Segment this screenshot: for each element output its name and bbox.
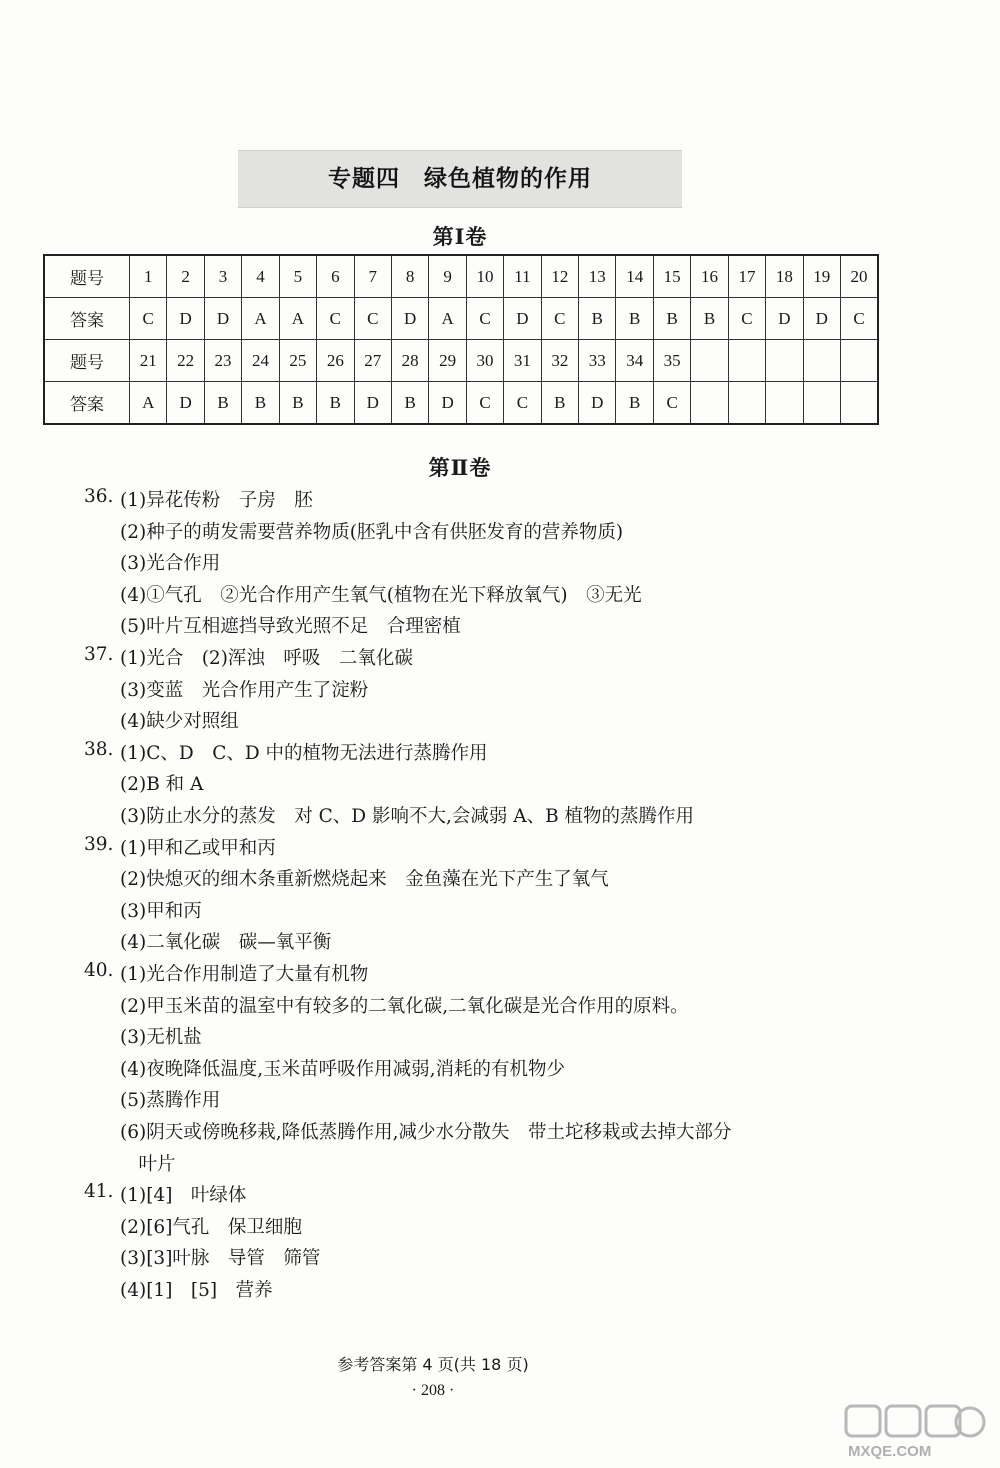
section-2-title: 第Ⅱ卷 [428,455,492,480]
answer-line: (2)种子的萌发需要营养物质(胚乳中含有供胚发育的营养物质) [120,521,624,543]
table-cell: C [728,298,765,340]
table-cell: B [317,382,354,425]
table-cell: B [579,298,616,340]
table-cell: 34 [616,340,653,382]
table-cell: 21 [130,340,167,382]
table-cell: C [130,298,167,340]
table-cell: 14 [616,255,653,298]
table-cell: D [204,298,241,340]
table-cell: B [691,298,728,340]
row-header: 题号 [44,340,130,382]
answer-row [44,298,878,340]
answer-line: (3)[3]叶脉 导管 筛管 [120,1248,321,1270]
answer-line: 叶片 [120,1153,176,1175]
table-cell: 31 [504,340,541,382]
table-cell: D [354,382,391,425]
table-cell: C [466,382,503,425]
table-cell: 26 [317,340,354,382]
answer-line: (1)光合 (2)浑浊 呼吸 二氧化碳 [120,648,413,669]
table-cell: 9 [429,255,466,298]
table-cell: C [653,382,690,425]
table-cell: B [391,382,428,425]
answer-line: (2)B 和 A [120,774,204,796]
table-cell: 20 [841,255,878,298]
topic-title: 专题四 绿色植物的作用 [328,166,592,192]
answer-line: (1)C、D C、D 中的植物无法进行蒸腾作用 [120,742,488,764]
table-cell: 2 [167,255,204,298]
table-cell [841,382,878,425]
table-cell: 1 [130,255,167,298]
table-cell: D [504,298,541,340]
section-1-title: 第Ⅰ卷 [432,224,488,249]
question-number: 41. [84,1181,114,1203]
page-number: · 208 · [411,1382,455,1399]
answer-line: (1)光合作用制造了大量有机物 [120,964,369,985]
answer-line: (5)蒸腾作用 [120,1090,221,1112]
watermark-logo [840,1402,990,1462]
table-cell: 30 [466,340,503,382]
table-cell: D [766,298,803,340]
table-cell: 33 [579,340,616,382]
table-cell: B [653,298,690,340]
table-cell: 13 [579,255,616,298]
table-cell: A [279,298,316,340]
table-cell: A [429,298,466,340]
table-cell: B [616,298,653,340]
table-cell: C [317,298,354,340]
table-cell [766,340,803,382]
answer-line: (3)防止水分的蒸发 对 C、D 影响不大,会减弱 A、B 植物的蒸腾作用 [120,806,695,827]
answer-line: (2)甲玉米苗的温室中有较多的二氧化碳,二氧化碳是光合作用的原料。 [120,995,689,1017]
answer-line: (4)①气孔 ②光合作用产生氧气(植物在光下释放氧气) ③无光 [120,584,642,606]
table-cell: A [130,382,167,425]
table-cell: 22 [167,340,204,382]
answer-line: (2)快熄灭的细木条重新燃烧起来 金鱼藻在光下产生了氧气 [120,869,609,891]
table-cell: B [541,382,578,425]
answer-line: (5)叶片互相遮挡导致光照不足 合理密植 [120,616,461,638]
answer-table [43,254,879,425]
answer-line: (2)[6]气孔 保卫细胞 [120,1216,302,1238]
table-cell [728,340,765,382]
table-cell: 3 [204,255,241,298]
table-cell: 10 [466,255,503,298]
footer-reference: 参考答案第 4 页(共 18 页) [337,1355,529,1374]
answer-line: (3)变蓝 光合作用产生了淀粉 [120,679,369,701]
table-cell: 27 [354,340,391,382]
table-cell: D [579,382,616,425]
answer-line: (1)[4] 叶绿体 [120,1185,247,1207]
table-cell: 18 [766,255,803,298]
table-cell: D [429,382,466,425]
row-header: 题号 [44,255,130,298]
table-cell: 7 [354,255,391,298]
answer-row [44,382,878,425]
answer-line: (3)光合作用 [120,553,221,575]
question-number: 36. [84,486,114,507]
table-cell [803,340,840,382]
table-cell: C [466,298,503,340]
table-cell: 24 [242,340,279,382]
answer-line: (1)甲和乙或甲和丙 [120,837,276,859]
answer-line: (4)[1] [5] 营养 [120,1280,273,1301]
svg-text:MXQE.COM: MXQE.COM [848,1443,932,1460]
answer-line: (3)无机盐 [120,1027,202,1049]
table-cell: 15 [653,255,690,298]
question-number-row [44,340,878,382]
answer-line: (6)阴天或傍晚移栽,降低蒸腾作用,减少水分散失 带土坨移栽或去掉大部分 [120,1122,732,1143]
table-cell: 32 [541,340,578,382]
table-cell [728,382,765,425]
question-number: 40. [84,960,114,981]
table-cell: D [803,298,840,340]
table-cell [841,340,878,382]
table-cell: 35 [653,340,690,382]
table-cell: 28 [391,340,428,382]
table-cell: 12 [541,255,578,298]
table-cell: B [242,382,279,425]
table-cell: B [204,382,241,425]
table-cell [766,382,803,425]
row-header: 答案 [44,298,130,340]
question-number: 38. [84,738,114,760]
question-number: 37. [84,644,114,665]
answer-line: (4)缺少对照组 [120,711,239,733]
answer-line: (4)二氧化碳 碳—氧平衡 [120,932,332,954]
table-cell: D [167,298,204,340]
question-number-row [44,255,878,298]
table-cell: A [242,298,279,340]
table-cell: D [167,382,204,425]
table-cell: 5 [279,255,316,298]
question-number: 39. [84,833,114,855]
table-cell [803,382,840,425]
table-cell: 23 [204,340,241,382]
table-cell: D [391,298,428,340]
table-cell: B [279,382,316,425]
table-cell: B [616,382,653,425]
answer-line: (1)异花传粉 子房 胚 [120,490,313,511]
table-cell: 4 [242,255,279,298]
table-cell: 6 [317,255,354,298]
topic-banner [238,150,682,208]
answer-line: (4)夜晚降低温度,玉米苗呼吸作用减弱,消耗的有机物少 [120,1058,565,1080]
table-cell: 25 [279,340,316,382]
table-cell: 19 [803,255,840,298]
table-cell: C [541,298,578,340]
table-cell: C [504,382,541,425]
row-header: 答案 [44,382,130,425]
table-cell: C [841,298,878,340]
table-cell: 8 [391,255,428,298]
table-cell: 16 [691,255,728,298]
table-cell: C [354,298,391,340]
table-cell: 11 [504,255,541,298]
answer-line: (3)甲和丙 [120,900,202,922]
table-cell: 17 [728,255,765,298]
table-cell [691,382,728,425]
table-cell: 29 [429,340,466,382]
table-cell [691,340,728,382]
